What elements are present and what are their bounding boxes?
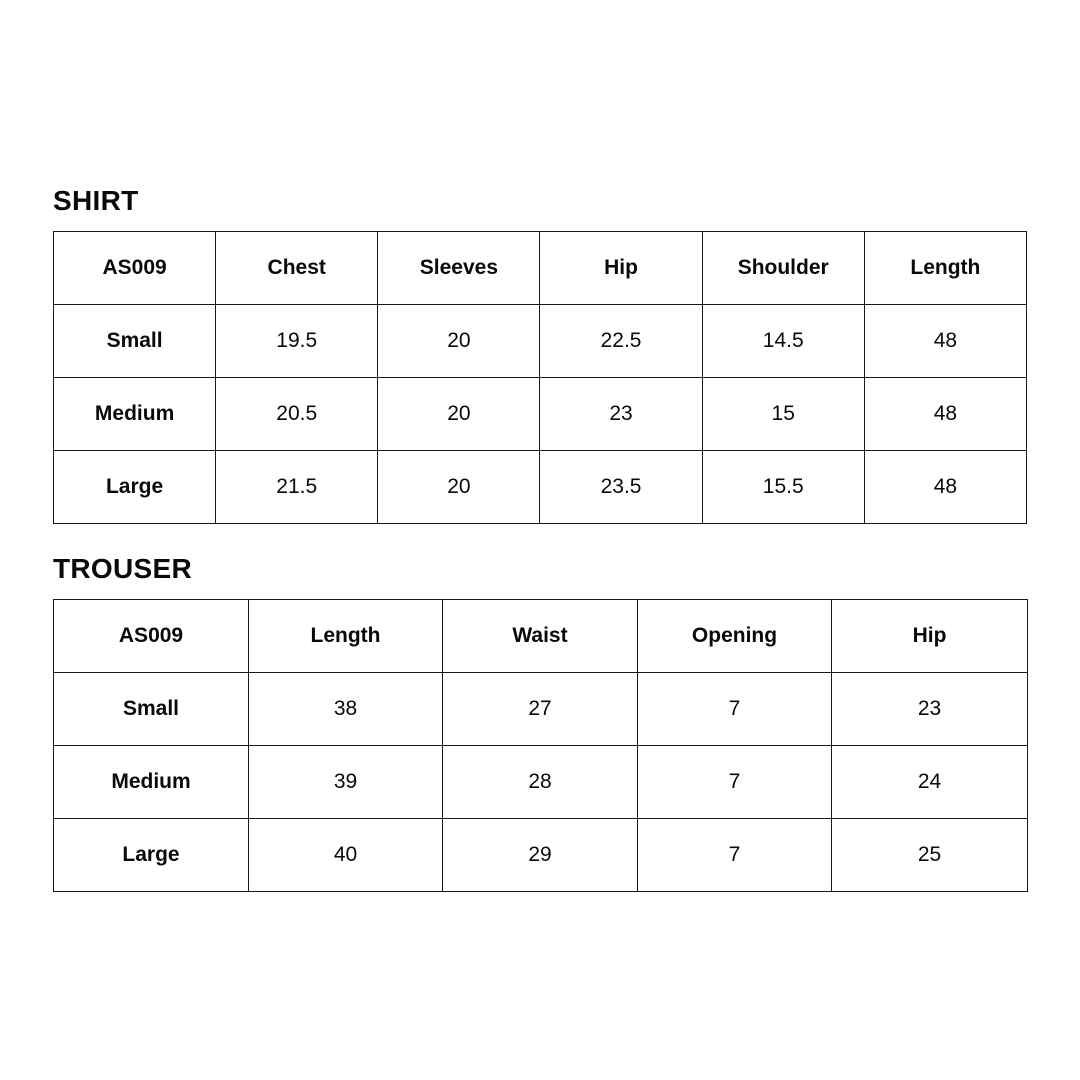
table-cell: 20 [378,378,540,451]
table-cell: 38 [249,673,443,746]
table-cell: 48 [864,378,1026,451]
header-cell-shoulder: Shoulder [702,232,864,305]
shirt-section-title: SHIRT [53,185,139,216]
table-cell: 27 [443,673,638,746]
table-cell: 48 [864,305,1026,378]
trouser-section-title: TROUSER [53,553,192,584]
header-cell-sleeves: Sleeves [378,232,540,305]
header-cell-hip: Hip [832,600,1028,673]
table-cell: 7 [638,819,832,892]
table-cell: 14.5 [702,305,864,378]
header-cell-hip: Hip [540,232,702,305]
table-cell: 15 [702,378,864,451]
row-size-label: Large [54,451,216,524]
table-header-row [54,600,1028,673]
table-cell: 40 [249,819,443,892]
table-cell: 20 [378,451,540,524]
table-cell: 29 [443,819,638,892]
table-cell: 15.5 [702,451,864,524]
table-row [54,673,1028,746]
table-cell: 24 [832,746,1028,819]
table-cell: 39 [249,746,443,819]
header-cell-length: Length [249,600,443,673]
table-header-row [54,232,1027,305]
header-cell-chest: Chest [216,232,378,305]
table-cell: 19.5 [216,305,378,378]
row-size-label: Large [54,819,249,892]
header-cell-opening: Opening [638,600,832,673]
table-row [54,819,1028,892]
row-size-label: Medium [54,378,216,451]
header-cell-style-code: AS009 [54,600,249,673]
table-cell: 28 [443,746,638,819]
table-cell: 23 [832,673,1028,746]
table-cell: 20 [378,305,540,378]
table-cell: 23.5 [540,451,702,524]
header-cell-length: Length [864,232,1026,305]
header-cell-style-code: AS009 [54,232,216,305]
table-row [54,746,1028,819]
row-size-label: Small [54,673,249,746]
shirt-size-table [53,231,1027,524]
table-cell: 20.5 [216,378,378,451]
table-row [54,305,1027,378]
row-size-label: Medium [54,746,249,819]
table-cell: 21.5 [216,451,378,524]
header-cell-waist: Waist [443,600,638,673]
table-cell: 23 [540,378,702,451]
row-size-label: Small [54,305,216,378]
table-cell: 22.5 [540,305,702,378]
trouser-size-table [53,599,1028,892]
table-row [54,451,1027,524]
table-cell: 25 [832,819,1028,892]
table-cell: 7 [638,673,832,746]
table-row [54,378,1027,451]
table-cell: 48 [864,451,1026,524]
table-cell: 7 [638,746,832,819]
